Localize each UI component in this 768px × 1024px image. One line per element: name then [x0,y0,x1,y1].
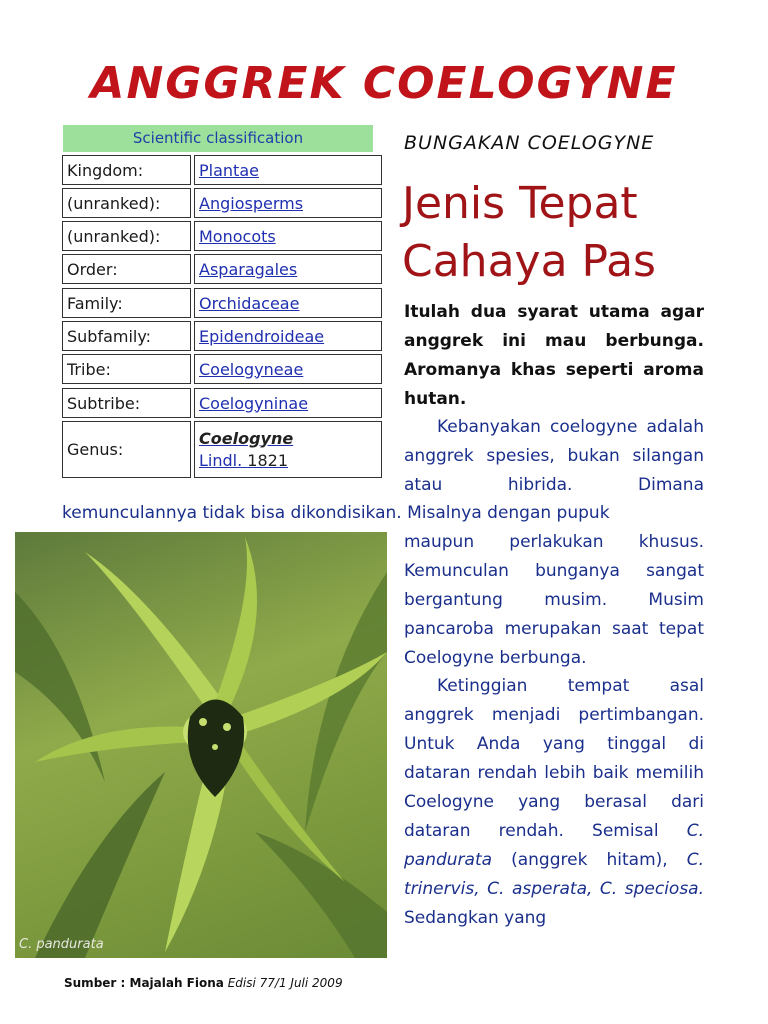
classification-row [62,155,382,185]
classification-row [62,221,382,251]
classification-rank: (unranked): [62,188,191,218]
author-link[interactable]: Lindl. [199,450,243,470]
classification-row [62,388,382,418]
classification-rank: Genus: [62,421,191,478]
classification-rank: Kingdom: [62,155,191,185]
article-lead: Itulah dua syarat utama agar anggrek ini mau berbunga. Aromanya khas seperti aroma hutan. [404,302,704,409]
classification-row [62,321,382,351]
paragraph-1-part-3: maupun perlakukan khusus. Kemunculan bunganya sangat bergantung musim. Musim pancaroba merupakan saat tepat Coelogyne berbunga. [404,532,704,668]
source-label: Sumber [64,976,117,990]
classification-rank: Family: [62,288,191,318]
source-edition: Edisi 77/1 Juli 2009 [227,976,343,990]
paragraph-2 [404,672,704,933]
genus-year: 1821 [247,450,288,470]
classification-link[interactable]: Orchidaceae [194,288,382,318]
classification-rank: Tribe: [62,354,191,384]
paragraph-2-text-2: (anggrek hitam), [511,850,668,870]
classification-header: Scientific classification [63,125,373,152]
classification-row [62,288,382,318]
paragraph-2-text-3: Sedangkan yang [404,908,547,928]
headline-line-1: Jenis Tepat [402,178,638,229]
classification-link[interactable]: Asparagales [194,254,382,284]
classification-rank: Order: [62,254,191,284]
article-kicker: BUNGAKAN COELOGYNE [404,132,655,154]
classification-rank: Subfamily: [62,321,191,351]
paragraph-1-part-2: kemunculannya tidak bisa dikondisikan. Misalnya dengan pupuk [62,503,610,523]
classification-row [62,254,382,284]
classification-row [62,188,382,218]
classification-link[interactable]: Angiosperms [194,188,382,218]
species-name: C. pandurata [404,821,705,870]
classification-row-genus [62,421,382,478]
photo-caption: C. pandurata [19,937,104,952]
genus-name: Coelogyne [199,428,294,448]
orchid-photo [15,532,387,958]
orchid-illustration [15,532,387,958]
source-credit [64,976,343,990]
classification-rank: Subtribe: [62,388,191,418]
headline-line-2: Cahaya Pas [402,236,656,287]
classification-row [62,354,382,384]
classification-link[interactable]: Epidendroideae [194,321,382,351]
genus-cell [194,421,382,478]
paragraph-1-part-1: Kebanyakan coelogyne adalah anggrek spesies, bukan silangan atau hibrida. Dimana [404,417,704,495]
source-publication: Majalah Fiona [129,976,224,990]
page-title: ANGGREK COELOGYNE [90,58,678,109]
classification-link[interactable]: Coelogyneae [194,354,382,384]
classification-link[interactable]: Plantae [194,155,382,185]
classification-link[interactable]: Coelogyninae [194,388,382,418]
classification-rank: (unranked): [62,221,191,251]
species-list: C. trinervis, C. asperata, C. speciosa. [404,850,705,899]
paragraph-2-text-1: Ketinggian tempat asal anggrek menjadi pertimbangan. Untuk Anda yang tinggal di dataran rendah lebih baik memilih Coelogyne yang berasal dari dataran rendah. Semisal [404,676,704,841]
article-headline [402,175,732,291]
genus-author [199,450,288,472]
classification-link[interactable]: Monocots [194,221,382,251]
source-separator: : [116,976,130,990]
